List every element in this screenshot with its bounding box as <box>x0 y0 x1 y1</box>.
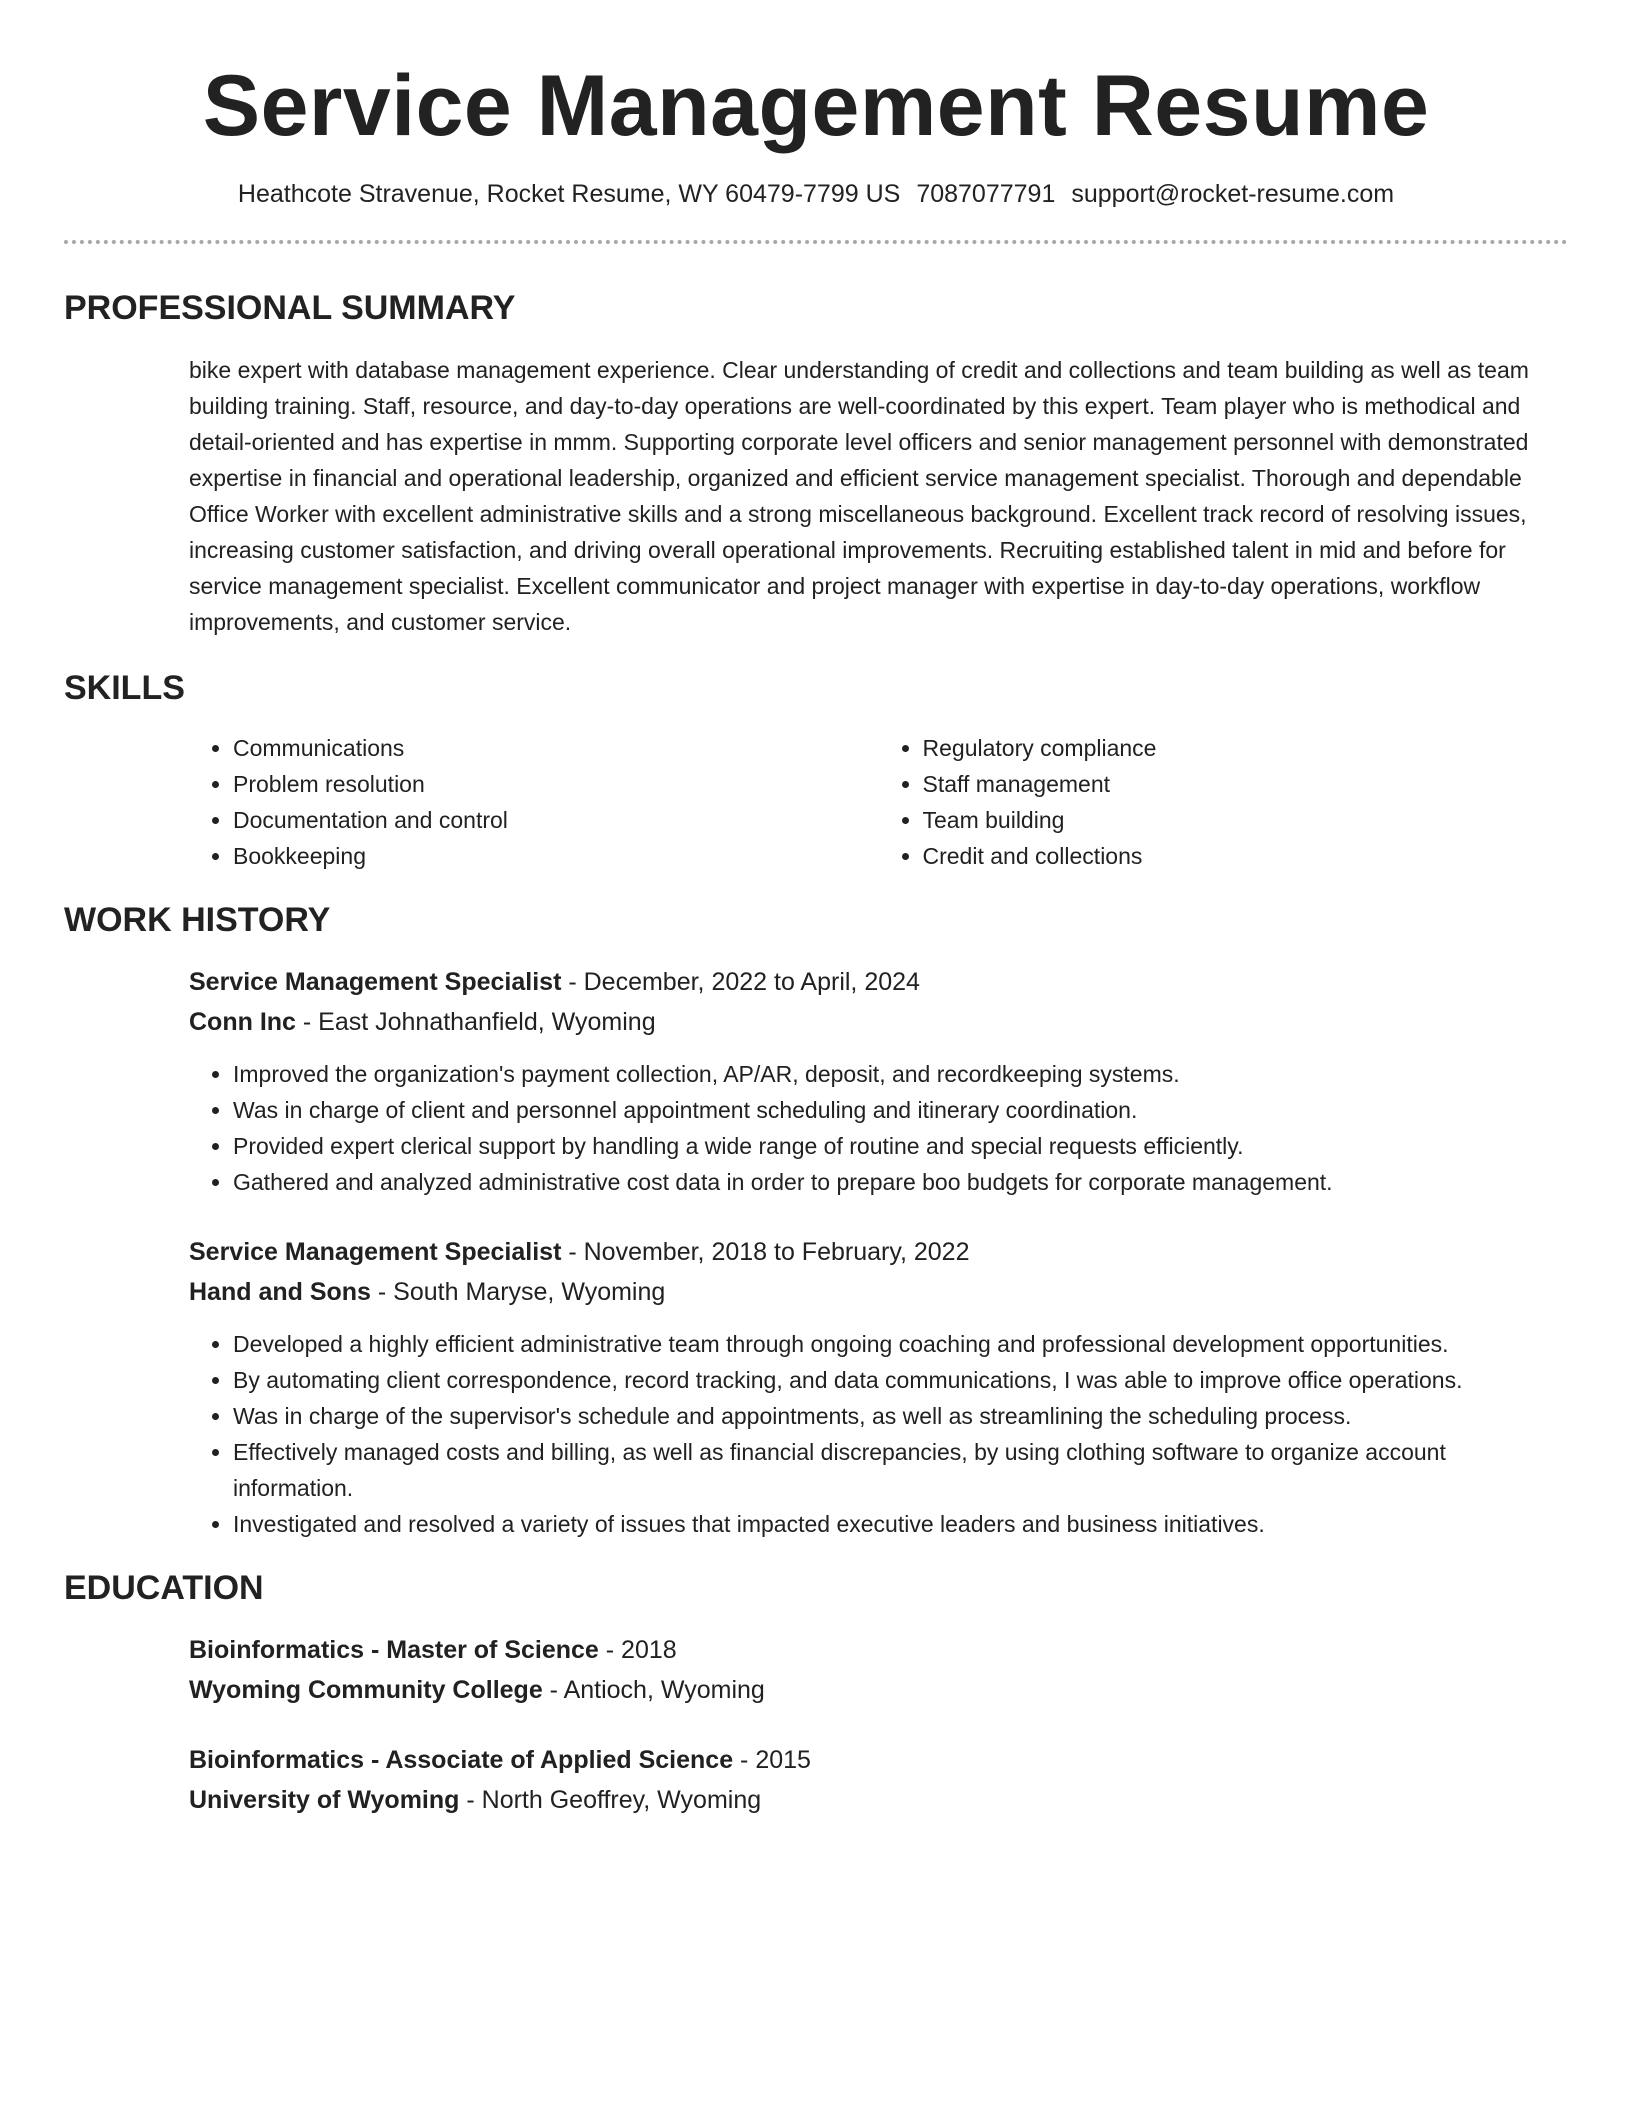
education-entry <box>189 1630 1568 1710</box>
header-divider <box>64 240 1568 244</box>
education-entry <box>189 1740 1568 1820</box>
job-title-line <box>189 962 1568 1002</box>
job-bullet: • Effectively managed costs and billing, as well as financial discrepancies, by using clothing software to organize account information. <box>233 1434 1568 1506</box>
job-bullet: • Was in charge of client and personnel appointment scheduling and itinerary coordination. <box>233 1092 1568 1128</box>
job-bullet: • Investigated and resolved a variety of issues that impacted executive leaders and business initiatives. <box>233 1506 1568 1542</box>
job-bullet: • Provided expert clerical support by handling a wide range of routine and special requests efficiently. <box>233 1128 1568 1164</box>
job-company-line <box>189 1272 1568 1312</box>
school: Wyoming Community College <box>189 1676 543 1704</box>
resume-page <box>64 0 1568 1820</box>
school: University of Wyoming <box>189 1786 460 1814</box>
job-company: Hand and Sons <box>189 1278 371 1306</box>
job-bullets <box>189 1326 1568 1542</box>
job-bullets <box>189 1056 1568 1200</box>
skill-item: • Regulatory compliance <box>923 730 1569 766</box>
summary-heading: PROFESSIONAL SUMMARY <box>64 289 516 327</box>
skills-heading: SKILLS <box>64 669 185 707</box>
job-bullet: • Developed a highly efficient administrative team through ongoing coaching and professional development opportunities. <box>233 1326 1568 1362</box>
job-company: Conn Inc <box>189 1008 296 1036</box>
skill-item: • Communications <box>233 730 879 766</box>
job-dates: - November, 2018 to February, 2022 <box>561 1238 970 1266</box>
skill-item: • Staff management <box>923 766 1569 802</box>
job-entry <box>189 1232 1568 1542</box>
job-entry <box>189 962 1568 1200</box>
job-bullet: • Was in charge of the supervisor's schedule and appointments, as well as streamlining the scheduling process. <box>233 1398 1568 1434</box>
job-title-line <box>189 1232 1568 1272</box>
education-heading: EDUCATION <box>64 1569 264 1607</box>
contact-line <box>64 178 1568 210</box>
job-company-line <box>189 1002 1568 1042</box>
degree: Bioinformatics - Associate of Applied Science <box>189 1746 734 1774</box>
degree-line <box>189 1740 1568 1780</box>
work-heading: WORK HISTORY <box>64 901 331 939</box>
skills-list <box>189 730 1568 874</box>
skill-item: • Team building <box>923 802 1569 838</box>
school-line <box>189 1670 1568 1710</box>
school-location: - Antioch, Wyoming <box>542 1676 765 1704</box>
skill-item: • Bookkeeping <box>233 838 879 874</box>
degree-year: - 2018 <box>598 1636 677 1664</box>
summary-section <box>189 352 1568 640</box>
job-bullet: • By automating client correspondence, record tracking, and data communications, I was able to improve office operations. <box>233 1362 1568 1398</box>
job-location: - East Johnathanfield, Wyoming <box>295 1008 656 1036</box>
contact-phone: 7087077791 <box>916 180 1056 208</box>
skill-item: • Documentation and control <box>233 802 879 838</box>
contact-email: support@rocket-resume.com <box>1071 180 1395 208</box>
degree-year: - 2015 <box>733 1746 811 1774</box>
degree-line <box>189 1630 1568 1670</box>
job-bullet: • Improved the organization's payment collection, AP/AR, deposit, and recordkeeping systems. <box>233 1056 1568 1092</box>
skill-item: • Problem resolution <box>233 766 879 802</box>
degree: Bioinformatics - Master of Science <box>189 1636 599 1664</box>
job-title: Service Management Specialist <box>189 1238 562 1266</box>
job-dates: - December, 2022 to April, 2024 <box>561 968 920 996</box>
job-title: Service Management Specialist <box>189 968 562 996</box>
contact-address: Heathcote Stravenue, Rocket Resume, WY 60479-7799 US <box>237 180 901 208</box>
skills-column-right <box>879 730 1569 874</box>
school-location: - North Geoffrey, Wyoming <box>459 1786 762 1814</box>
skills-column-left <box>189 730 879 874</box>
skill-item: • Credit and collections <box>923 838 1569 874</box>
job-location: - South Maryse, Wyoming <box>370 1278 666 1306</box>
school-line <box>189 1780 1568 1820</box>
summary-text: bike expert with database management experience. Clear understanding of credit and collections and team building as well as team building training. Staff, resource, and day-to-day operations are well-coordinated by this expert. Team player who is methodical and detail-oriented and has expertise in mmm. Supporting corporate level officers and senior management personnel with demonstrated expertise in financial and operational leadership, organized and efficient service management specialist. Thorough and dependable Office Worker with excellent administrative skills and a strong miscellaneous background. Excellent track record of resolving issues, increasing customer satisfaction, and driving overall operational improvements. Recruiting established talent in mid and before for service management specialist. Excellent communicator and project manager with expertise in day-to-day operations, workflow improvements, and customer service. <box>189 357 1529 635</box>
job-bullet: • Gathered and analyzed administrative cost data in order to prepare boo budgets for corporate management. <box>233 1164 1568 1200</box>
resume-title: Service Management Resume <box>202 58 1430 154</box>
